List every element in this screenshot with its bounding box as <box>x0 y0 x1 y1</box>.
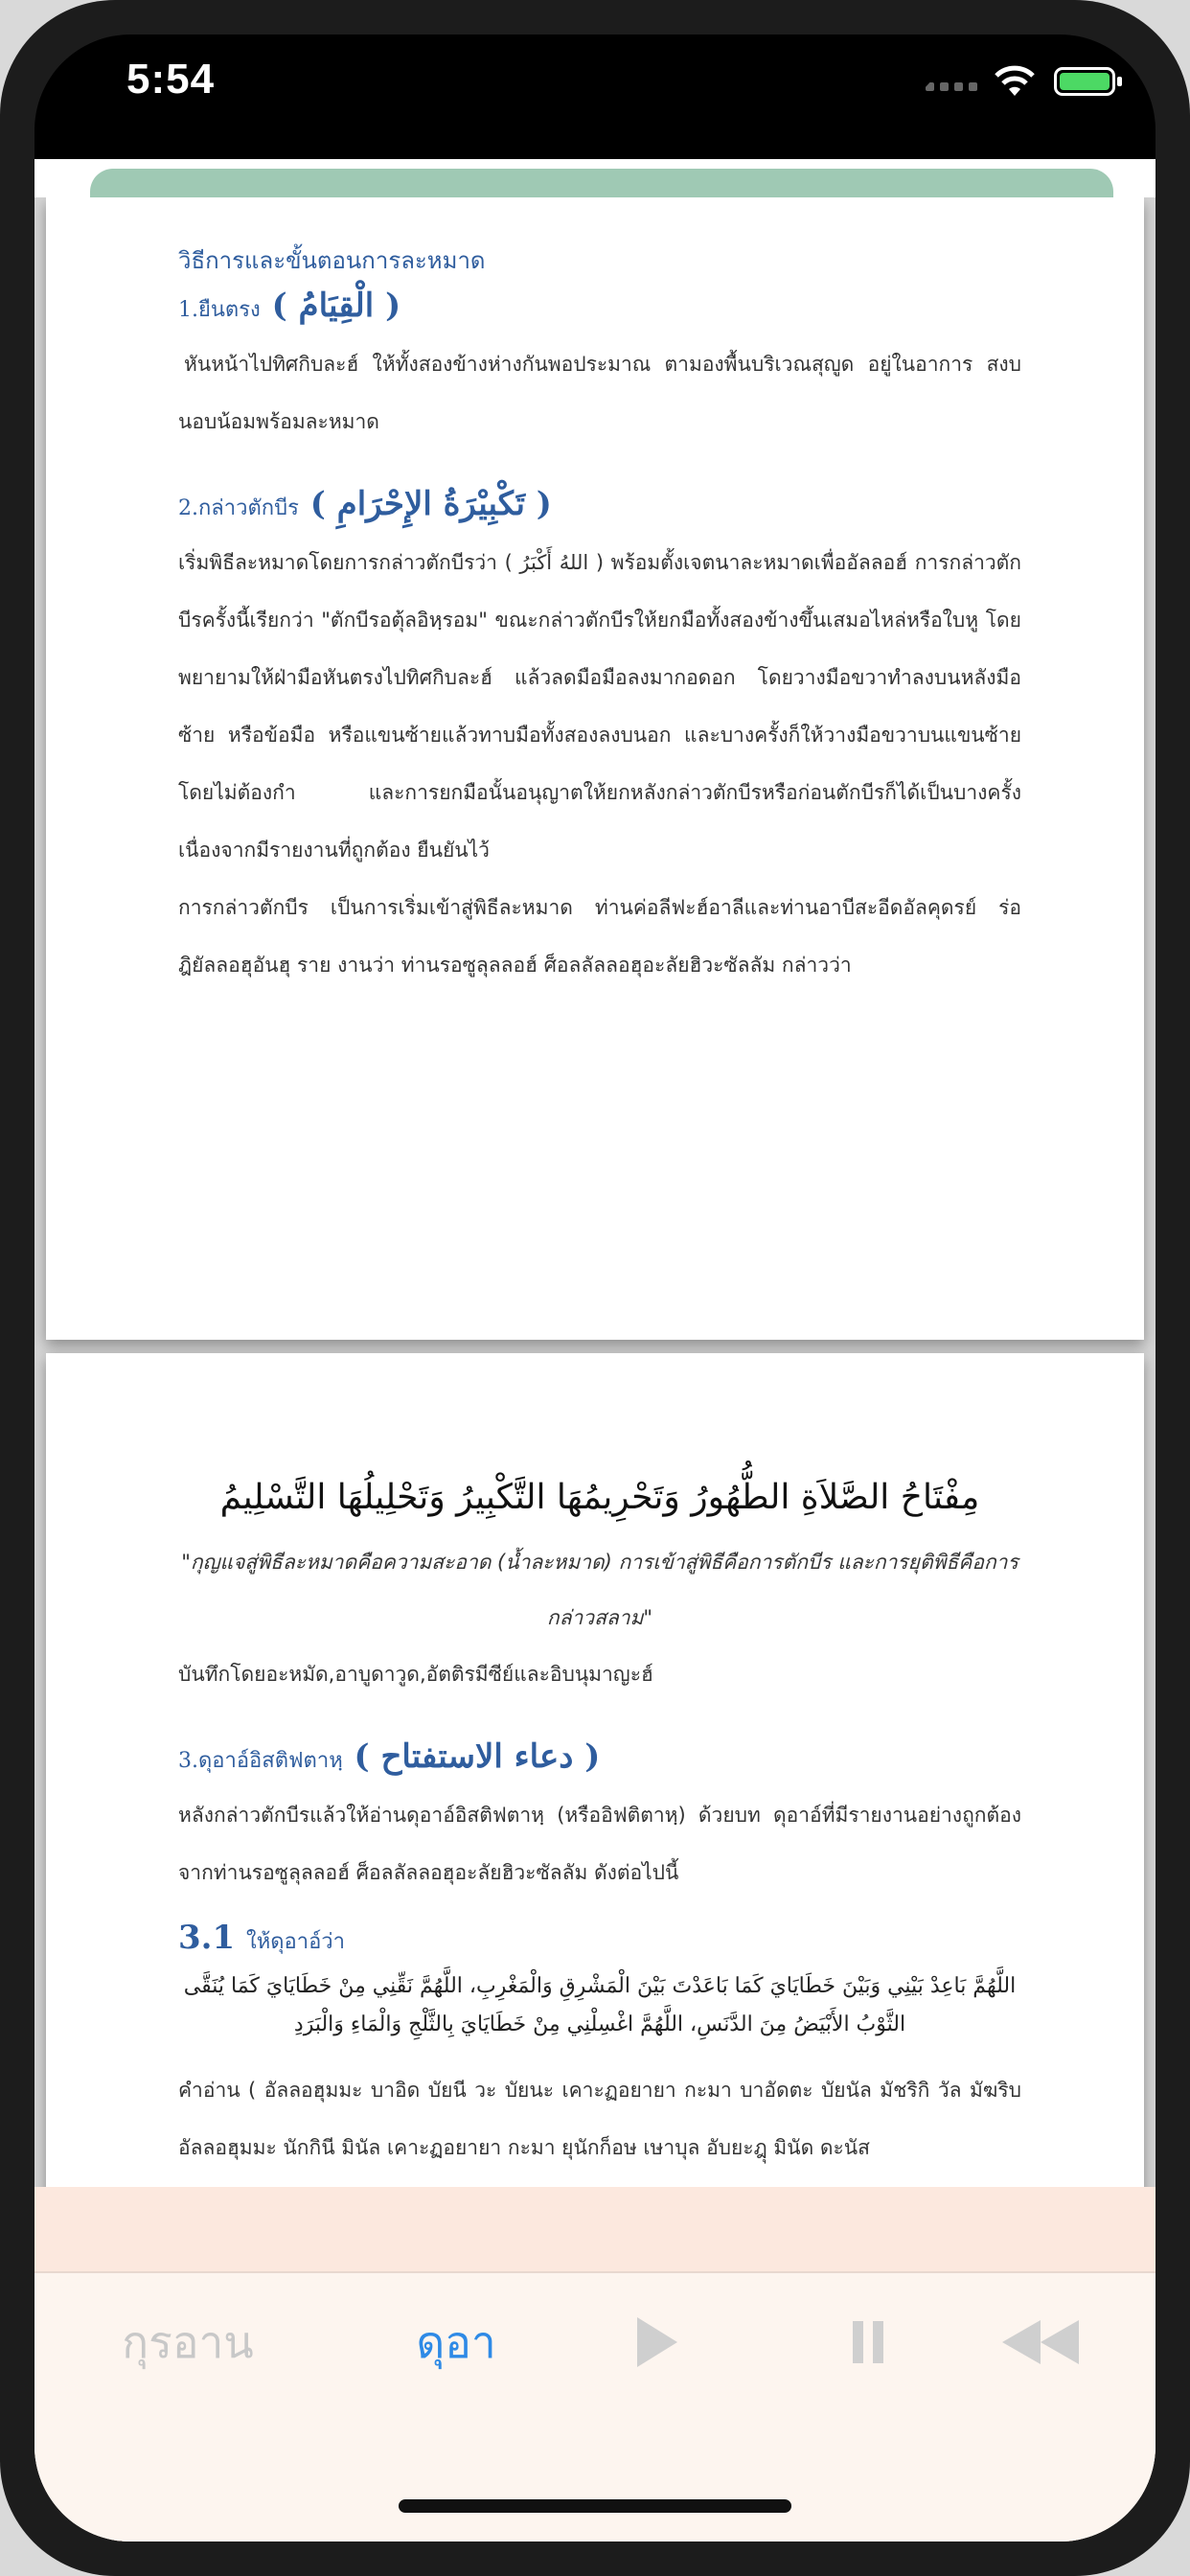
wifi-icon <box>991 61 1039 104</box>
step-3-text: หลังกล่าวตักบีรแล้วให้อ่านดุอาอ์อิสติฟตาหฺ (หรืออิฟติตาหฺ) ด้วยบท ดุอาอ์ที่มีรายงานอย่างถูกต้องจากท่านรอซูลุลลอฮ์ ศ็อลลัลลอฮุอะลัยฮิวะซัลลัม ดังต่อไปนี้ <box>178 1804 1021 1884</box>
tab-bar <box>34 2271 1156 2542</box>
heading-step-3-1 <box>178 1919 1021 1958</box>
heading-step-3-1-label: ให้ดุอาอ์ว่า <box>246 1930 346 1954</box>
bottom-panel <box>34 2187 1156 2542</box>
step-2-text-continued: การกล่าวตักบีร เป็นการเริ่มเข้าสู่พิธีละหมาด ท่านค่อลีฟะฮ์อาลีและท่านอาบีสะอีดอัลคุดรย์ ร่อฎิยัลลอฮุอันฮุ ราย งานว่า ท่านรอซูลุลลอฮ์ ศ็อลลัลลอฮุอะลัยฮิวะซัลลัม กล่าวว่า <box>178 896 1021 977</box>
cellular-signal-icon <box>926 82 977 91</box>
pause-icon[interactable] <box>820 2294 916 2390</box>
document-page-2 <box>46 1353 1144 2187</box>
step-1-text: หันหน้าไปทิศกิบละฮ์ ให้ทั้งสองข้างห่างกันพอประมาณ ตามองพื้นบริเวณสุญูด อยู่ในอาการ สงบนอบน้อมพร้อมละหมาด <box>178 353 1021 433</box>
heading-step-1 <box>178 287 1021 326</box>
status-time: 5:54 <box>126 56 216 103</box>
heading-step-1-arabic: ( الْقِيَامُ ) <box>271 287 401 325</box>
section-title: วิธีการและขั้นตอนการละหมาด <box>178 247 486 274</box>
heading-step-2 <box>178 485 1021 524</box>
play-icon[interactable] <box>600 2294 715 2390</box>
notch <box>322 34 943 104</box>
arabic-hadith: مِفْتَاحُ الصَّلاَةِ الطُّهُورُ وَتَحْرِيمُهَا التَّكْبِيرُ وَتَحْلِيلُهَا التَّسْلِيمُ <box>219 1478 980 1517</box>
heading-step-3-label: 3.ดุอาอ์อิสติฟตาหฺ <box>178 1749 343 1773</box>
hadith-translation: "กุญแจสู่พิธีละหมาดคือความสะอาด (น้ำละหมาด) การเข้าสู่พิธีคือการตักบีร และการยุติพิธีคือการ กล่าวสลาม" <box>181 1551 1018 1629</box>
heading-step-2-label: 2.กล่าวตักบีร <box>178 496 299 520</box>
document-page-1 <box>46 197 1144 1340</box>
battery-icon <box>1054 67 1115 96</box>
rewind-icon[interactable] <box>954 2294 1127 2390</box>
heading-step-1-label: 1.ยืนตรง <box>178 298 261 322</box>
heading-step-3-arabic: ( دعاء الاستفتاح ) <box>354 1737 601 1776</box>
heading-step-2-arabic: ( تَكْبِيْرَةُ الإِحْرَامِ ) <box>309 485 552 523</box>
heading-step-3 <box>178 1737 1021 1777</box>
home-indicator[interactable] <box>399 2499 791 2513</box>
tab-quran[interactable]: กุรอาน <box>122 2315 254 2368</box>
dua-transliteration: คำอ่าน ( อัลลอฮุมมะ บาอิด บัยนี วะ บัยนะ เคาะฏอยายา กะมา บาอัดตะ บัยนัล มัชริกิ วัล มัฆริบ อัลลอฮุมมะ นักกินี มินัล เคาะฏอยายา กะมา ยุนักก็อษ เษาบุล อับยะฎุ มินัด ดะนัส <box>178 2079 1021 2159</box>
heading-step-3-1-number: 3.1 <box>178 1919 236 1957</box>
step-2-text: เริ่มพิธีละหมาดโดยการกล่าวตักบีรว่า ( اللهُ أَكْبَرُ ) พร้อมตั้งเจตนาละหมาดเพื่ออัลลอฮ์ การกล่าวตักบีรครั้งนี้เรียกว่า "ตักบีรอตุ้ลอิหฺรอม" ขณะกล่าวตักบีรให้ยกมือทั้งสองข้างขึ้นเสมอไหล่หรือใบหู โดยพยายามให้ฝ่ามือหันตรงไปทิศกิบละฮ์ แล้วลดมือมือลงมากอดอก โดยวางมือขวาทำลงบนหลังมือซ้าย หรือข้อมือ หรือแขนซ้ายแล้วทาบมือทั้งสองลงบนอก และบางครั้งก็ให้วางมือขวาบนแขนซ้ายโดยไม่ต้องกำ และการยกมือนั้นอนุญาตให้ยกหลังกล่าวตักบีรหรือก่อนตักบีรก็ได้เป็นบางครั้งเนื่องจากมีรายงานที่ถูกต้อง ยืนยันไว้ <box>178 551 1021 862</box>
app-content <box>34 159 1156 2542</box>
hadith-narrators: บันทึกโดยอะหมัด,อาบูดาวูด,อัตติรมีซีย์และอิบนุมาญะฮ์ <box>178 1663 653 1686</box>
dua-arabic-text: اللَّهُمَّ بَاعِدْ بَيْنِي وَبَيْنَ خَطَايَايَ كَمَا بَاعَدْتَ بَيْنَ الْمَشْرِقِ وَالْمَغْرِبِ، اللَّهُمَّ نَقِّنِي مِنْ خَطَايَايَ كَمَا يُنَقَّى الثَّوْبُ الأَبْيَضُ مِنَ الدَّنَسِ، اللَّهُمَّ اغْسِلْنِي مِنْ خَطَايَايَ بِالثَّلْجِ وَالْمَاءِ وَالْبَرَدِ <box>183 1974 1017 2036</box>
tab-dua[interactable]: ดุอา <box>416 2315 496 2368</box>
document-scroll-area[interactable] <box>34 197 1156 2187</box>
screen <box>34 34 1156 2542</box>
